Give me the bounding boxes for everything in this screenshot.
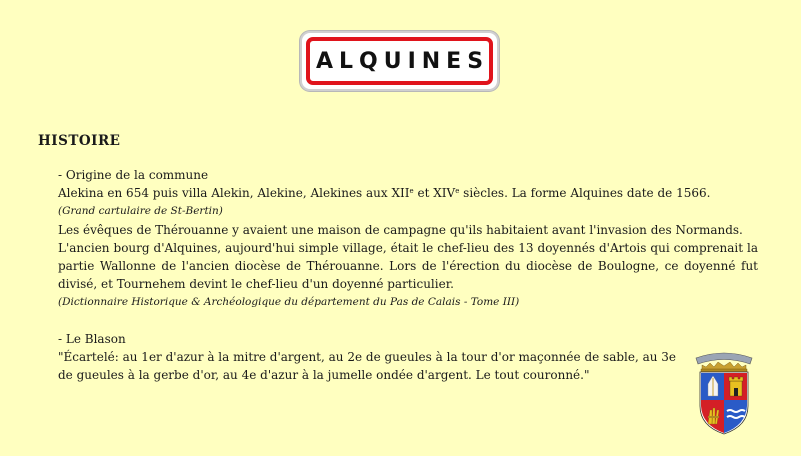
- blason-heading: - Le Blason: [58, 331, 126, 346]
- origine-line-1-start: Alekina en 654 puis villa Alekin, Alekine, Alekines aux XII: [58, 186, 410, 201]
- origine-line-1-mid: et XIV: [413, 186, 456, 201]
- origine-paragraph: L'ancien bourg d'Alquines, aujourd'hui simple village, était le chef-lieu des 13 doyennés d'Artois qui comprenait la partie Wallonne de l'ancien diocèse de Thérouanne. Lors de l'érection du diocèse de Boulogne, ce doyenné fut divisé, et Tournehem devint le chef-lieu d'un doyenné particulier.: [58, 240, 758, 292]
- spacer: [58, 312, 758, 330]
- reference-dictionnaire: (Dictionnaire Historique & Archéologique du département du Pas de Calais - Tome III): [58, 296, 520, 309]
- origine-line-1-end: siècles. La forme Alquines date de 1566.: [459, 186, 711, 201]
- blason-description: "Écartelé: au 1er d'azur à la mitre d'argent, au 2e de gueules à la tour d'or maçonnée de sable, au 3e de gueules à la gerbe d'or, au 4e d'azur à la jumelle ondée d'argent. Le tout couronné.": [58, 349, 677, 383]
- reference-cartulaire: (Grand cartulaire de St-Bertin): [58, 205, 223, 218]
- town-sign-name: ALQUINES: [315, 48, 490, 74]
- superscript-1: e: [409, 187, 414, 196]
- town-sign: [300, 31, 499, 91]
- origine-heading: - Origine de la commune: [58, 168, 209, 182]
- town-sign-border: [306, 37, 493, 85]
- coat-of-arms-icon: [692, 348, 756, 436]
- superscript-2: e: [455, 187, 460, 196]
- history-content: [58, 166, 758, 384]
- section-title: HISTOIRE: [38, 133, 121, 149]
- origine-line-2: Les évêques de Thérouanne y avaient une maison de campagne qu'ils habitaient avant l'invasion des Normands.: [58, 222, 743, 237]
- origine-line-1: [58, 184, 758, 202]
